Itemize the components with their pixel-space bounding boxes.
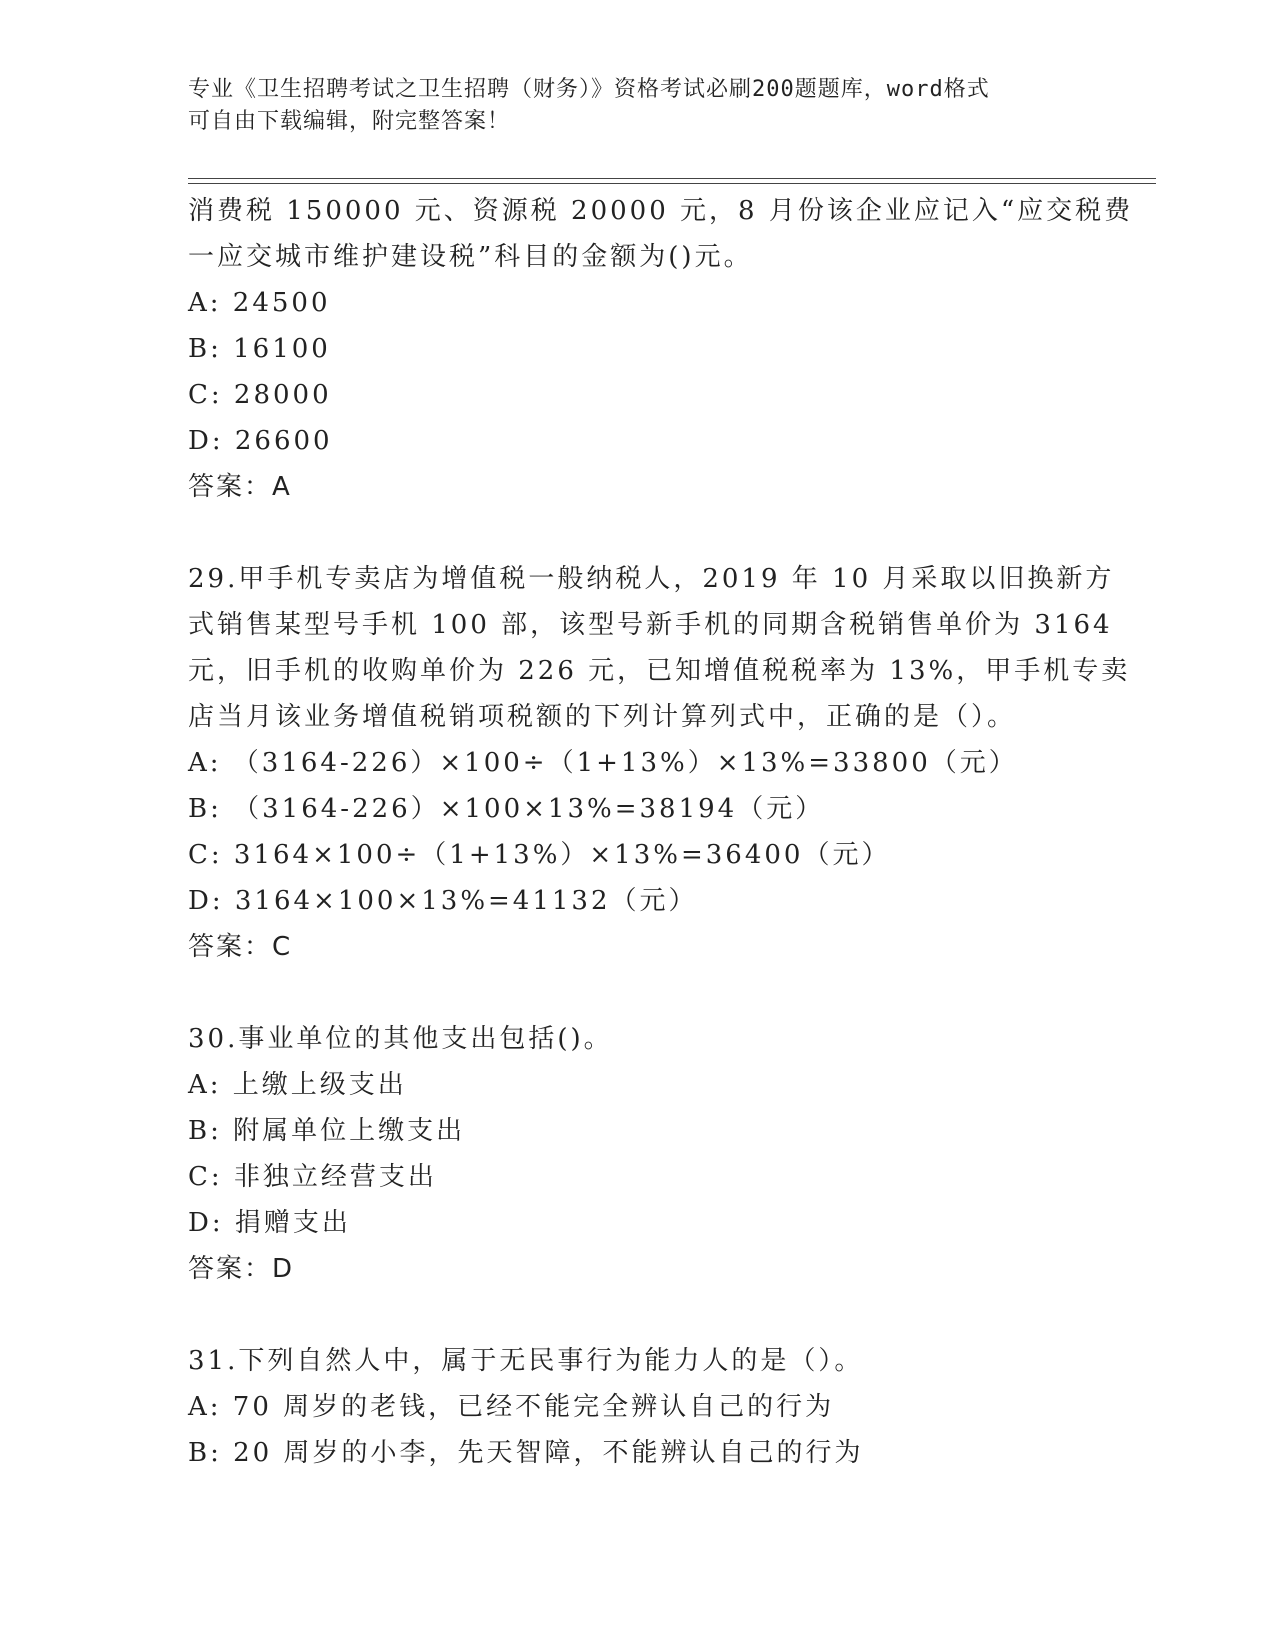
- option-b: B: 20 周岁的小李，先天智障，不能辨认自己的行为: [188, 1438, 864, 1468]
- answer-label: 答案：D: [188, 1254, 295, 1284]
- option-c: C: 非独立经营支出: [188, 1162, 437, 1192]
- header-title-line-2: 可自由下载编辑，附完整答案！: [188, 109, 511, 134]
- question-stem-line: 店当月该业务增值税销项税额的下列计算列式中，正确的是（）。: [188, 702, 1017, 732]
- question-stem-line: 消费税 150000 元、资源税 20000 元，8 月份该企业应记入“应交税费: [188, 196, 1134, 226]
- question-stem-line: 29.甲手机专卖店为增值税一般纳税人，2019 年 10 月采取以旧换新方: [188, 564, 1115, 594]
- question-list: [188, 188, 1134, 1476]
- option-d: D: 捐赠支出: [188, 1208, 351, 1238]
- header-divider-top: [188, 178, 1156, 179]
- answer-label: 答案：C: [188, 932, 293, 962]
- spacer: [188, 1292, 1088, 1338]
- question-29: [188, 556, 1131, 970]
- option-a: A: （3164-226）×100÷（1+13%）×13%=33800（元）: [188, 748, 1018, 778]
- option-a: A: 70 周岁的老钱，已经不能完全辨认自己的行为: [188, 1392, 835, 1422]
- document-header: [188, 74, 1068, 138]
- question-stem-line: 式销售某型号手机 100 部，该型号新手机的同期含税销售单价为 3164: [188, 610, 1113, 640]
- option-b: B: （3164-226）×100×13%=38194（元）: [188, 794, 825, 824]
- question-stem-line: 31.下列自然人中，属于无民事行为能力人的是（）。: [188, 1346, 864, 1376]
- option-d: D: 26600: [188, 426, 333, 456]
- option-a: A: 上缴上级支出: [188, 1070, 407, 1100]
- option-b: B: 16100: [188, 334, 331, 364]
- option-d: D: 3164×100×13%=41132（元）: [188, 886, 698, 916]
- question-28: [188, 188, 1134, 510]
- spacer: [188, 970, 1088, 1016]
- header-divider-bottom: [188, 183, 1156, 184]
- spacer: [188, 510, 1088, 556]
- question-stem-line: 一应交城市维护建设税”科目的金额为()元。: [188, 242, 753, 272]
- question-stem-line: 30.事业单位的其他支出包括()。: [188, 1024, 613, 1054]
- option-c: C: 3164×100÷（1+13%）×13%=36400（元）: [188, 840, 891, 870]
- question-stem-line: 元，旧手机的收购单价为 226 元，已知增值税税率为 13%，甲手机专卖: [188, 656, 1131, 686]
- question-30: [188, 1016, 1088, 1292]
- header-title-line-1: 专业《卫生招聘考试之卫生招聘（财务）》资格考试必刷200题题库，word格式: [188, 77, 990, 102]
- question-31: [188, 1338, 1088, 1476]
- answer-label: 答案：A: [188, 472, 292, 502]
- option-a: A: 24500: [188, 288, 331, 318]
- option-b: B: 附属单位上缴支出: [188, 1116, 466, 1146]
- option-c: C: 28000: [188, 380, 332, 410]
